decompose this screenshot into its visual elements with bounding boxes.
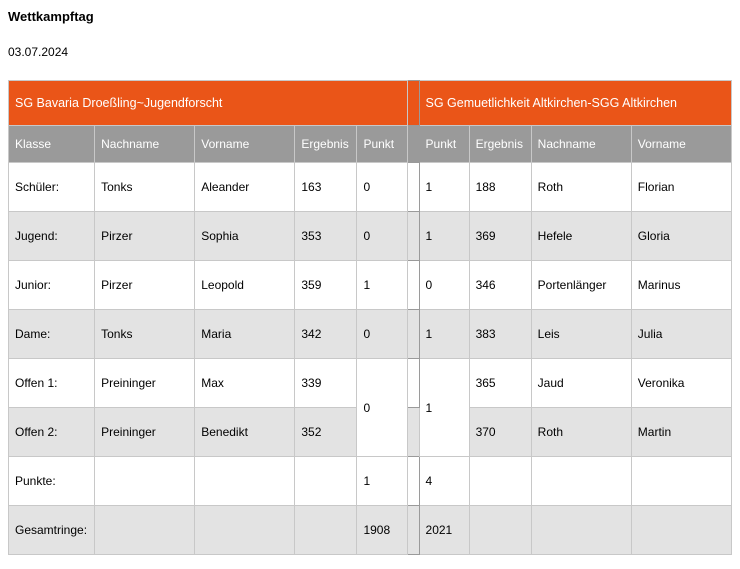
divider-cell bbox=[407, 163, 419, 212]
cell-empty bbox=[195, 457, 295, 506]
cell-home-ergebnis: 342 bbox=[295, 310, 357, 359]
team-header-row bbox=[9, 81, 732, 126]
competition-date: 03.07.2024 bbox=[8, 45, 69, 59]
cell-empty bbox=[469, 506, 531, 555]
cell-away-ergebnis: 346 bbox=[469, 261, 531, 310]
column-header-klasse: Klasse bbox=[9, 126, 95, 163]
cell-home-nachname: Pirzer bbox=[95, 261, 195, 310]
cell-empty bbox=[631, 457, 731, 506]
home-team-name: SG Bavaria Droeßling~Jugendforscht bbox=[9, 81, 408, 126]
cell-home-nachname: Preininger bbox=[95, 359, 195, 408]
cell-home-ergebnis: 352 bbox=[295, 408, 357, 457]
cell-home-vorname: Maria bbox=[195, 310, 295, 359]
table-row bbox=[9, 359, 732, 408]
cell-klasse: Jugend: bbox=[9, 212, 95, 261]
cell-away-ergebnis: 365 bbox=[469, 359, 531, 408]
cell-home-nachname: Preininger bbox=[95, 408, 195, 457]
divider-cell bbox=[407, 261, 419, 310]
divider-cell bbox=[407, 310, 419, 359]
cell-empty bbox=[531, 457, 631, 506]
cell-home-vorname: Max bbox=[195, 359, 295, 408]
table-row bbox=[9, 310, 732, 359]
cell-home-ergebnis: 353 bbox=[295, 212, 357, 261]
column-header-away-ergebnis: Ergebnis bbox=[469, 126, 531, 163]
cell-away-ergebnis: 370 bbox=[469, 408, 531, 457]
cell-empty bbox=[631, 506, 731, 555]
cell-away-nachname: Jaud bbox=[531, 359, 631, 408]
divider-cell bbox=[407, 81, 419, 126]
page-title: Wettkampftag bbox=[8, 9, 94, 24]
cell-home-ergebnis: 163 bbox=[295, 163, 357, 212]
cell-klasse: Junior: bbox=[9, 261, 95, 310]
cell-away-nachname: Roth bbox=[531, 408, 631, 457]
totals-points-row bbox=[9, 457, 732, 506]
cell-home-punkt: 0 bbox=[357, 310, 407, 359]
cell-away-nachname: Leis bbox=[531, 310, 631, 359]
cell-home-nachname: Pirzer bbox=[95, 212, 195, 261]
cell-klasse: Dame: bbox=[9, 310, 95, 359]
column-header-away-vorname: Vorname bbox=[631, 126, 731, 163]
cell-away-ergebnis: 383 bbox=[469, 310, 531, 359]
cell-klasse: Offen 1: bbox=[9, 359, 95, 408]
column-header-row bbox=[9, 126, 732, 163]
cell-away-vorname: Martin bbox=[631, 408, 731, 457]
totals-rings-row bbox=[9, 506, 732, 555]
cell-empty bbox=[95, 457, 195, 506]
column-header-away-nachname: Nachname bbox=[531, 126, 631, 163]
cell-away-vorname: Julia bbox=[631, 310, 731, 359]
table-row bbox=[9, 163, 732, 212]
away-team-name: SG Gemuetlichkeit Altkirchen-SGG Altkirchen bbox=[419, 81, 731, 126]
cell-home-punkt: 1 bbox=[357, 261, 407, 310]
match-results-table bbox=[8, 80, 732, 555]
cell-home-vorname: Aleander bbox=[195, 163, 295, 212]
cell-away-ergebnis: 369 bbox=[469, 212, 531, 261]
cell-away-vorname: Gloria bbox=[631, 212, 731, 261]
cell-gesamt-home: 1908 bbox=[357, 506, 407, 555]
cell-home-ergebnis: 359 bbox=[295, 261, 357, 310]
cell-away-ergebnis: 188 bbox=[469, 163, 531, 212]
column-header-home-ergebnis: Ergebnis bbox=[295, 126, 357, 163]
cell-punkte-home: 1 bbox=[357, 457, 407, 506]
cell-away-nachname: Roth bbox=[531, 163, 631, 212]
cell-away-punkt-offen: 1 bbox=[419, 359, 469, 457]
cell-klasse: Offen 2: bbox=[9, 408, 95, 457]
table-row bbox=[9, 261, 732, 310]
cell-klasse: Schüler: bbox=[9, 163, 95, 212]
cell-away-punkt: 1 bbox=[419, 163, 469, 212]
cell-home-punkt-offen: 0 bbox=[357, 359, 407, 457]
cell-home-vorname: Leopold bbox=[195, 261, 295, 310]
column-header-away-punkt: Punkt bbox=[419, 126, 469, 163]
cell-away-punkt: 0 bbox=[419, 261, 469, 310]
cell-gesamt-label: Gesamtringe: bbox=[9, 506, 95, 555]
cell-gesamt-away: 2021 bbox=[419, 506, 469, 555]
cell-empty bbox=[295, 506, 357, 555]
divider-cell bbox=[407, 408, 419, 457]
cell-away-punkt: 1 bbox=[419, 212, 469, 261]
cell-away-vorname: Veronika bbox=[631, 359, 731, 408]
table-row bbox=[9, 212, 732, 261]
cell-away-nachname: Hefele bbox=[531, 212, 631, 261]
cell-home-punkt: 0 bbox=[357, 212, 407, 261]
cell-empty bbox=[469, 457, 531, 506]
cell-away-vorname: Marinus bbox=[631, 261, 731, 310]
cell-home-nachname: Tonks bbox=[95, 163, 195, 212]
column-header-home-nachname: Nachname bbox=[95, 126, 195, 163]
divider-cell bbox=[407, 457, 419, 506]
cell-home-vorname: Sophia bbox=[195, 212, 295, 261]
divider-cell bbox=[407, 359, 419, 408]
cell-home-punkt: 0 bbox=[357, 163, 407, 212]
cell-home-nachname: Tonks bbox=[95, 310, 195, 359]
column-header-home-vorname: Vorname bbox=[195, 126, 295, 163]
cell-away-punkt: 1 bbox=[419, 310, 469, 359]
cell-away-vorname: Florian bbox=[631, 163, 731, 212]
cell-home-vorname: Benedikt bbox=[195, 408, 295, 457]
cell-home-ergebnis: 339 bbox=[295, 359, 357, 408]
cell-empty bbox=[295, 457, 357, 506]
divider-cell bbox=[407, 212, 419, 261]
column-header-home-punkt: Punkt bbox=[357, 126, 407, 163]
divider-cell bbox=[407, 506, 419, 555]
cell-empty bbox=[531, 506, 631, 555]
cell-empty bbox=[95, 506, 195, 555]
cell-punkte-label: Punkte: bbox=[9, 457, 95, 506]
divider-cell bbox=[407, 126, 419, 163]
cell-away-nachname: Portenlänger bbox=[531, 261, 631, 310]
cell-empty bbox=[195, 506, 295, 555]
cell-punkte-away: 4 bbox=[419, 457, 469, 506]
